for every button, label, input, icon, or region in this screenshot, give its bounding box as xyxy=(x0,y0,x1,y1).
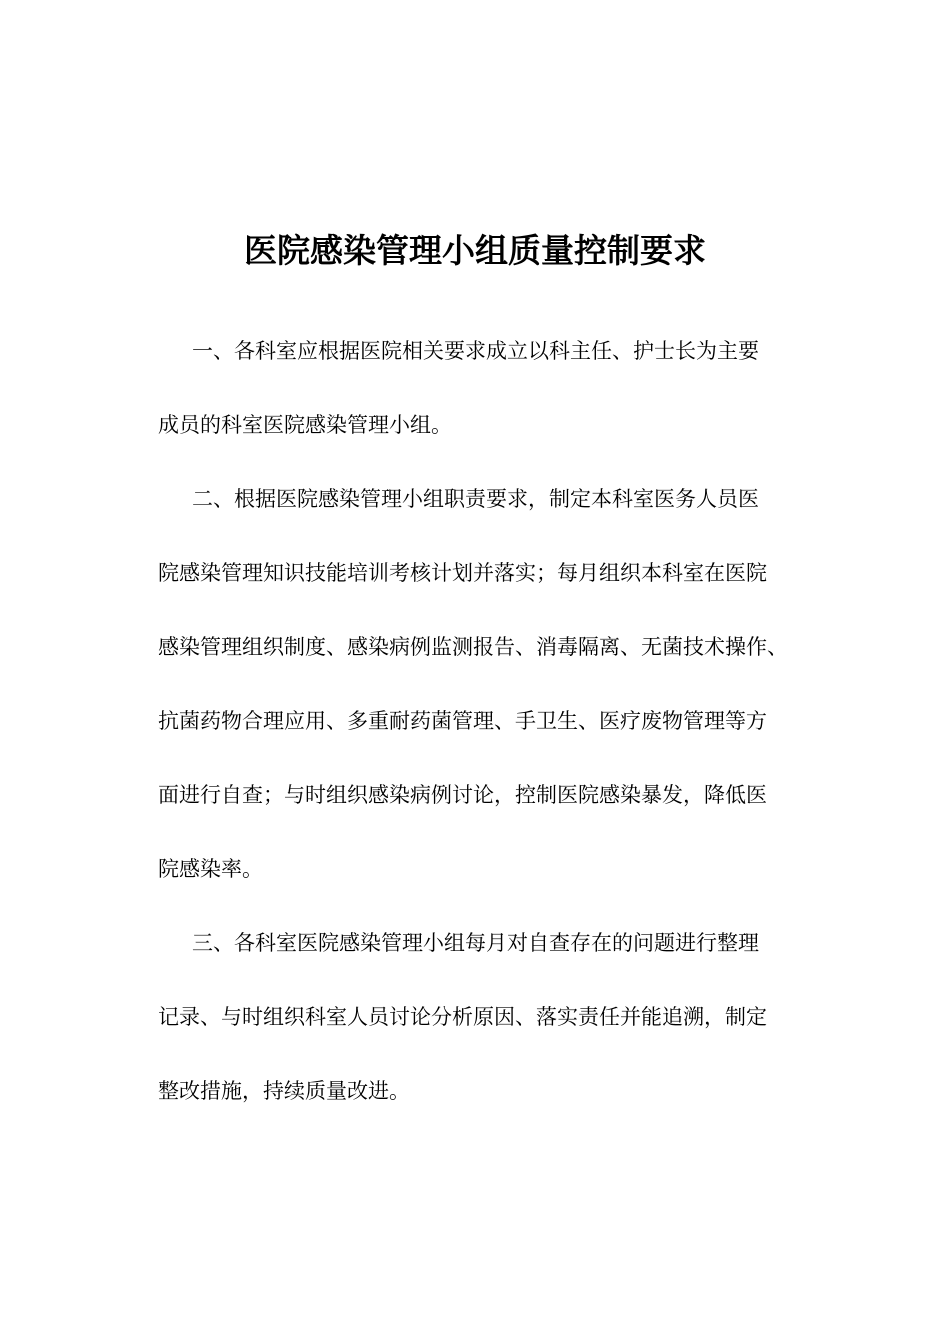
document-body xyxy=(158,328,826,1142)
paragraph-line: 二、根据医院感染管理小组职责要求，制定本科室医务人员医 xyxy=(192,487,759,511)
paragraph-line: 一、各科室应根据医院相关要求成立以科主任、护士长为主要 xyxy=(192,339,759,363)
paragraph-line: 记录、与时组织科室人员讨论分析原因、落实责任并能追溯，制定 xyxy=(158,1005,767,1029)
paragraph-2 xyxy=(158,476,826,920)
document-title: 医院感染管理小组质量控制要求 xyxy=(244,231,706,270)
paragraph-3 xyxy=(158,920,826,1142)
paragraph-line: 院感染率。 xyxy=(158,857,263,881)
paragraph-line: 面进行自查；与时组织感染病例讨论，控制医院感染暴发，降低医 xyxy=(158,783,767,807)
paragraph-1 xyxy=(158,328,826,476)
paragraph-line: 整改措施，持续质量改进。 xyxy=(158,1079,410,1103)
paragraph-line: 抗菌药物合理应用、多重耐药菌管理、手卫生、医疗废物管理等方 xyxy=(158,709,767,733)
paragraph-line: 院感染管理知识技能培训考核计划并落实；每月组织本科室在医院 xyxy=(158,561,767,585)
paragraph-line: 感染管理组织制度、感染病例监测报告、消毒隔离、无菌技术操作、 xyxy=(158,635,788,659)
paragraph-line: 三、各科室医院感染管理小组每月对自查存在的问题进行整理 xyxy=(192,931,759,955)
paragraph-line: 成员的科室医院感染管理小组。 xyxy=(158,413,452,437)
